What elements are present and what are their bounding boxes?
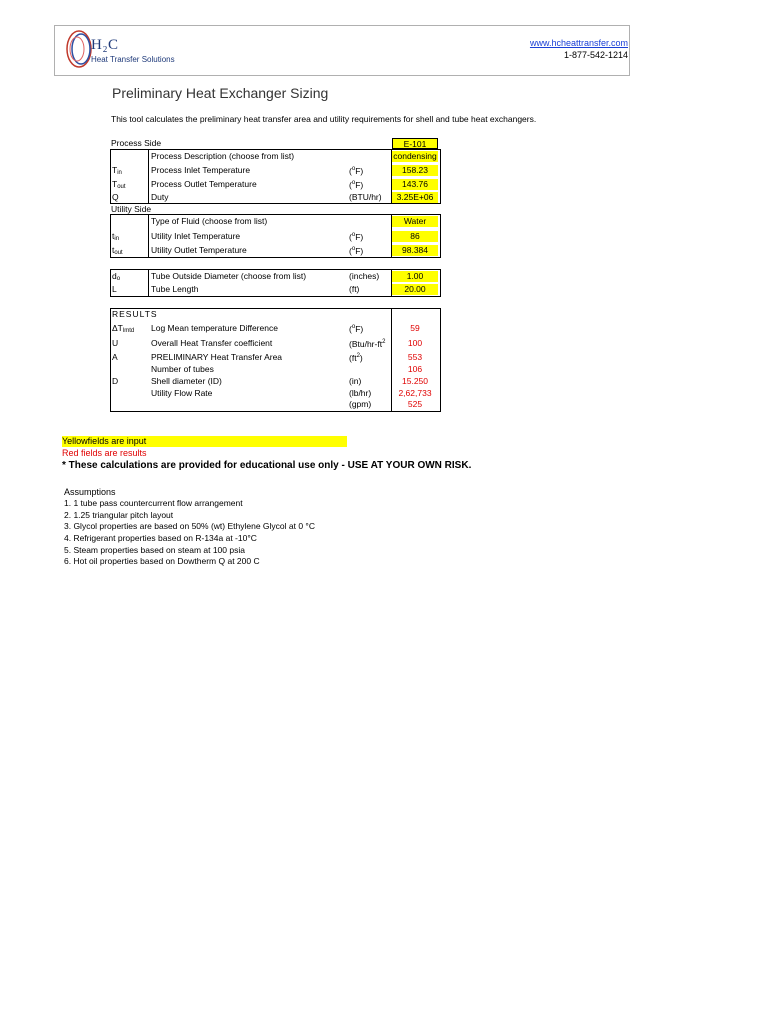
intro-text: This tool calculates the preliminary heat transfer area and utility requirements for shell and tube heat exchangers. [111,114,537,124]
u-symbol: U [112,338,119,348]
website-link[interactable]: www.hcheattransfer.com [529,38,628,48]
process-outlet-unit: ($^o$F) [349,180,364,190]
tubes-result: 106 [407,364,423,374]
shell-diameter-result: 15.250 [402,376,428,386]
tout-symbol: $T_{out}$ [112,179,126,190]
assumption-item: 1. 1 tube pass countercurrent flow arrangement [64,498,243,508]
u-label: Overall Heat Transfer coefficient [151,338,273,348]
tube-od-label: Tube Outside Diameter (choose from list) [151,271,307,281]
utility-inlet-unit: ($^o$F) [349,232,364,242]
tube-length-unit: (ft) [349,284,360,294]
process-inlet-temp-input[interactable]: 158.23 [392,165,438,176]
utility-inlet-label: Utility Inlet Temperature [151,231,241,241]
l-symbol: L [112,284,117,294]
duty-label: Duty [151,192,169,202]
flow-rate-label: Utility Flow Rate [151,388,213,398]
shell-diameter-unit: (in) [349,376,362,386]
area-unit: $(ft^2)$ [349,353,363,363]
phone-number: 1-877-542-1214 [563,50,628,60]
logo-text: H₂C [91,37,119,53]
assumption-item: 6. Hot oil properties based on Dowtherm Q at 200 C [64,556,260,566]
delta-t-symbol: $\Delta T_{lmtd}$ [112,323,135,334]
t-in-symbol: $t_{in}$ [112,231,120,242]
company-logo [62,27,202,73]
page-title: Preliminary Heat Exchanger Sizing [112,85,329,101]
u-result: 100 [407,338,423,348]
tube-length-label: Tube Length [151,284,199,294]
process-description-input[interactable]: condensing [393,151,437,161]
tin-symbol: $T_{in}$ [112,165,122,176]
utility-outlet-temp-input[interactable]: 98.384 [392,245,438,256]
yellow-field-legend: Yellowfields are input [62,436,347,447]
utility-side-label: Utility Side [111,204,152,214]
lmtd-unit: ($^o$F) [349,324,364,334]
flow-rate-unit: (lb/hr) [349,388,372,398]
assumptions-title: Assumptions [64,487,116,497]
process-side-label: Process Side [111,138,162,148]
process-desc-label: Process Description (choose from list) [151,151,295,161]
u-unit: ($Btu/hr-ft^2$ [349,339,386,349]
duty-unit: (BTU/hr) [349,192,382,202]
red-field-legend: Red fields are results [62,448,147,458]
q-symbol: Q [112,192,119,202]
process-inlet-unit: ($^o$F) [349,166,364,176]
results-label: RESULTS [112,309,158,319]
area-label: PRELIMINARY Heat Transfer Area [151,352,283,362]
fluid-type-label: Type of Fluid (choose from list) [151,216,268,226]
d-symbol: D [112,376,119,386]
tube-length-input[interactable]: 20.00 [392,284,438,295]
tube-od-unit: (inches) [349,271,380,281]
utility-outlet-unit: ($^o$F) [349,246,364,256]
assumption-item: 4. Refrigerant properties based on R-134a at -10°C [64,533,257,543]
utility-inlet-temp-input[interactable]: 86 [392,231,438,242]
gpm-result: 525 [407,399,423,409]
process-inlet-label: Process Inlet Temperature [151,165,251,175]
process-outlet-label: Process Outlet Temperature [151,179,257,189]
a-symbol: A [112,352,118,362]
flow-rate-result: 2,62,733 [398,388,432,398]
do-symbol: $d_o$ [112,271,121,282]
exchanger-id-input[interactable]: E-101 [392,138,438,149]
disclaimer: * These calculations are provided for educational use only - USE AT YOUR OWN RISK. [62,460,472,471]
assumption-item: 5. Steam properties based on steam at 100 psia [64,545,245,555]
shell-diameter-label: Shell diameter (ID) [151,376,222,386]
tube-od-input[interactable]: 1.00 [392,271,438,282]
tubes-label: Number of tubes [151,364,214,374]
fluid-type-input[interactable]: Water [392,216,438,227]
assumption-item: 2. 1.25 triangular pitch layout [64,510,174,520]
process-outlet-temp-input[interactable]: 143.76 [392,179,438,190]
assumption-item: 3. Glycol properties are based on 50% (wt) Ethylene Glycol at 0 °C [64,521,315,531]
duty-input[interactable]: 3.25E+06 [392,192,438,203]
logo-subtitle: Heat Transfer Solutions [91,55,175,64]
utility-outlet-label: Utility Outlet Temperature [151,245,247,255]
area-result: 553 [407,352,423,362]
lmtd-label: Log Mean temperature Difference [151,323,278,333]
t-out-symbol: $t_{out}$ [112,245,123,256]
lmtd-result: 59 [410,323,420,333]
gpm-unit: (gpm) [349,399,372,409]
